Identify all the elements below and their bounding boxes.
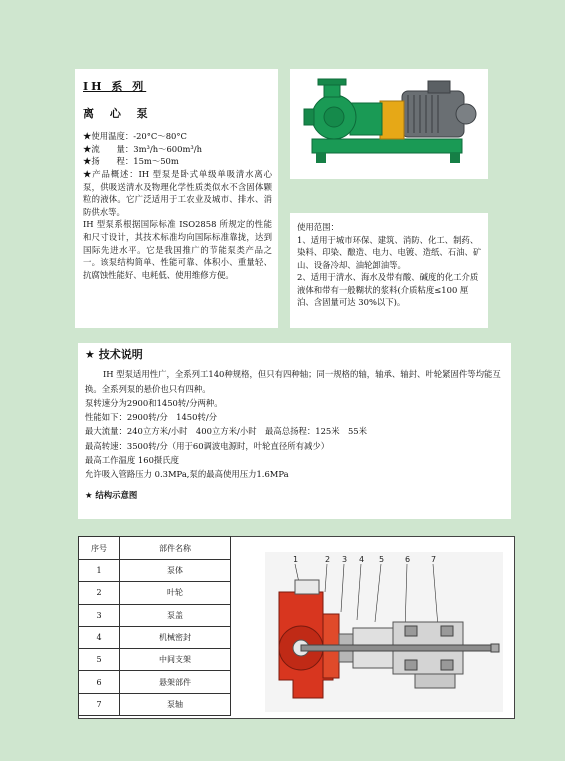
scope-item-2: 2、适用于清水、海水及带有酸、碱度的化工介质液体和带有一般糊状的浆料(介质粘度≤100 厘泊、含固量可达 30%以下)。 <box>297 272 479 307</box>
structure-header: ★ 结构示意图 <box>85 489 138 500</box>
product-subtitle: 离 心 泵 <box>83 106 154 120</box>
pump-photo <box>290 69 488 179</box>
part-number: 3 <box>79 604 120 626</box>
label-3: 3 <box>342 555 348 564</box>
product-overview: ★产品概述：IH 型泵是卧式单级单吸清水离心泵，供吸送清水及物理化学性质类似水不含固体颗粒的液体。它广泛适用于工农业及城市、排水、消防供水等。 <box>83 168 272 217</box>
label-7: 7 <box>431 555 437 564</box>
table-header-row <box>79 537 231 560</box>
tech-line-6: 最高工作温度 160摄氏度 <box>85 455 180 466</box>
part-number: 5 <box>79 649 120 671</box>
table-row <box>79 560 231 582</box>
parts-panel <box>78 536 515 719</box>
col-header-name: 部件名称 <box>120 537 231 560</box>
table-row <box>79 671 231 693</box>
part-name: 泵体 <box>120 560 231 582</box>
tech-line-3: 性能如下：2900转/分 1450转/分 <box>85 412 218 423</box>
product-standard: IH 型泵系根据国际标准 ISO2858 所规定的性能和尺寸设计，其技术标准均向国际标准靠拢，达到国际先进水平。它是我国推广的节能泵类产品之一。该泵结构简单、性能可靠、体积小、重量轻、抗腐蚀性能好、电耗低、使用维修方便。 <box>83 219 272 280</box>
tech-line-7: 允许吸入管路压力 0.3MPa,泵的最高使用压力1.6MPa <box>85 469 289 480</box>
pump-section-drawing <box>265 552 503 712</box>
part-name: 中间支架 <box>120 649 231 671</box>
parts-table <box>78 536 231 716</box>
scope-panel <box>290 213 488 328</box>
tech-panel <box>78 343 511 519</box>
label-2: 2 <box>325 555 331 564</box>
label-1: 1 <box>293 555 299 564</box>
spec-flow: ★流 量：3m³/h～600m³/h <box>83 143 202 154</box>
series-title: IH 系 列 <box>83 80 147 93</box>
part-number: 4 <box>79 626 120 648</box>
label-4: 4 <box>359 555 365 564</box>
table-row <box>79 604 231 626</box>
part-name: 叶轮 <box>120 582 231 604</box>
pump-photo-panel <box>290 69 488 179</box>
intro-panel <box>75 69 278 328</box>
col-header-number: 序号 <box>79 537 120 560</box>
table-row <box>79 649 231 671</box>
scope-heading: 使用范围： <box>297 222 339 232</box>
spec-temperature: ★使用温度：-20°C～80°C <box>83 131 187 142</box>
part-number: 6 <box>79 671 120 693</box>
part-number: 7 <box>79 693 120 715</box>
part-number: 2 <box>79 582 120 604</box>
label-6: 6 <box>405 555 411 564</box>
part-name: 悬架部件 <box>120 671 231 693</box>
table-row <box>79 626 231 648</box>
tech-line-2: 泵转速分为2900和1450转/分两种。 <box>85 397 223 408</box>
tech-line-5: 最高转速：3500转/分（用于60调波电源时，叶轮直径所有减少） <box>85 440 330 451</box>
tech-line-1: IH 型泵适用性广，全系列工140种规格，但只有四种轴；同一规格的轴，轴承、轴封、叶轮紧固件等均能互换。全系列泵的悬价也只有四种。 <box>85 369 501 394</box>
table-row <box>79 582 231 604</box>
scope-item-1: 1、适用于城市环保、建筑、消防、化工、制药、染料、印染、酿造、电力、电镀、造纸、石油、矿山、设备冷却、油轮卸油等。 <box>297 234 482 270</box>
tech-line-4: 最大流量：240立方米/小时 400立方米/小时 最高总扬程：125米 55米 <box>85 426 368 437</box>
label-5: 5 <box>379 555 385 564</box>
part-name: 泵轴 <box>120 693 231 715</box>
part-number: 1 <box>79 560 120 582</box>
tech-header: ★ 技术说明 <box>85 348 143 361</box>
part-name: 机械密封 <box>120 626 231 648</box>
part-name: 泵盖 <box>120 604 231 626</box>
table-row <box>79 693 231 715</box>
spec-head: ★扬 程：15m～50m <box>83 156 179 167</box>
